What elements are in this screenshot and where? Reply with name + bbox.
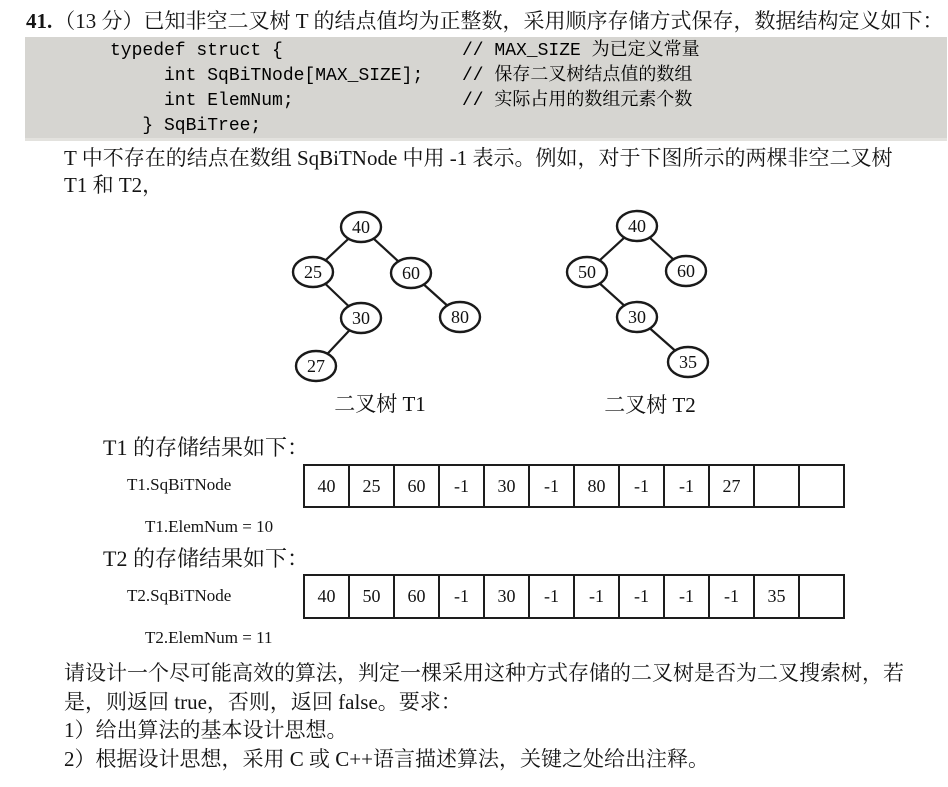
array-cell: -1 <box>665 576 710 617</box>
paragraph-line-1: T 中不存在的结点在数组 SqBiTNode 中用 -1 表示。例如，对于下图所示的两棵非空二叉树 <box>64 146 893 170</box>
array-cell: 40 <box>305 466 350 506</box>
task-paragraph <box>64 659 948 773</box>
tree-node-value: 50 <box>578 262 596 282</box>
array-cell <box>800 576 843 617</box>
array-cell: -1 <box>440 576 485 617</box>
question-line <box>26 8 942 34</box>
task-line-2: 是，则返回 true，否则，返回 false。要求： <box>64 689 462 714</box>
array-cell: 25 <box>350 466 395 506</box>
array-cell: -1 <box>530 466 575 506</box>
tree-caption: 二叉树 T1 <box>334 392 426 416</box>
tree-node-value: 30 <box>352 308 370 328</box>
array-cell <box>800 466 843 506</box>
code-text: int ElemNum; <box>110 91 294 111</box>
tree-node-value: 35 <box>679 352 697 372</box>
code-text: typedef struct { <box>110 41 283 61</box>
code-line <box>25 114 947 139</box>
tree-node-value: 40 <box>352 217 370 237</box>
task-requirement-1: 1）给出算法的基本设计思想。 <box>64 718 348 742</box>
code-line <box>25 64 947 89</box>
t1-storage-heading: T1 的存储结果如下： <box>103 435 309 460</box>
binary-tree-diagram <box>0 195 948 425</box>
array-cell: -1 <box>620 576 665 617</box>
array-cell: -1 <box>440 466 485 506</box>
array-cell: -1 <box>575 576 620 617</box>
tree-node-value: 60 <box>677 261 695 281</box>
array-cell: 30 <box>485 466 530 506</box>
code-comment: // 实际占用的数组元素个数 <box>462 91 693 111</box>
code-comment: // MAX_SIZE 为已定义常量 <box>462 41 700 61</box>
question-intro: （13 分）已知非空二叉树 T 的结点值均为正整数，采用顺序存储方式保存，数据结构定义如下： <box>54 9 944 33</box>
array-cell: -1 <box>620 466 665 506</box>
array-cell: 40 <box>305 576 350 617</box>
array-cell: 60 <box>395 576 440 617</box>
array-cell: 35 <box>755 576 800 617</box>
tree-node-value: 27 <box>307 356 325 376</box>
code-text: } SqBiTree; <box>110 116 262 136</box>
t2-array-table <box>303 574 845 619</box>
array-cell: 60 <box>395 466 440 506</box>
array-cell: 27 <box>710 466 755 506</box>
t2-array-label: T2.SqBiTNode <box>127 586 232 605</box>
array-cell: 80 <box>575 466 620 506</box>
array-cell: -1 <box>710 576 755 617</box>
question-number: 41. <box>26 9 53 33</box>
code-block <box>25 37 947 138</box>
t1-elemnum-label: T1.ElemNum = 10 <box>145 517 274 536</box>
array-cell: -1 <box>665 466 710 506</box>
tree-node-value: 30 <box>628 307 646 327</box>
code-text: int SqBiTNode[MAX_SIZE]; <box>110 66 424 86</box>
tree-1 <box>293 212 480 416</box>
array-cell <box>755 466 800 506</box>
tree-node-value: 80 <box>451 307 469 327</box>
t1-array-label: T1.SqBiTNode <box>127 475 232 494</box>
task-requirement-2: 2）根据设计思想，采用 C 或 C++语言描述算法，关键之处给出注释。 <box>64 746 709 771</box>
code-line <box>25 89 947 114</box>
code-line <box>25 39 947 64</box>
paragraph-line-2: T1 和 T2， <box>64 173 164 197</box>
node-representation-paragraph <box>64 145 944 199</box>
tree-2 <box>567 211 708 417</box>
tree-caption: 二叉树 T2 <box>604 393 696 417</box>
tree-node-value: 25 <box>304 262 322 282</box>
array-cell: -1 <box>530 576 575 617</box>
tree-node-value: 60 <box>402 263 420 283</box>
task-line-1: 请设计一个尽可能高效的算法，判定一棵采用这种方式存储的二叉树是否为二叉搜索树，若 <box>64 661 904 685</box>
tree-node-value: 40 <box>628 216 646 236</box>
t2-storage-heading: T2 的存储结果如下： <box>103 546 309 571</box>
t2-elemnum-label: T2.ElemNum = 11 <box>145 628 273 647</box>
code-comment: // 保存二叉树结点值的数组 <box>462 66 693 86</box>
array-cell: 50 <box>350 576 395 617</box>
array-cell: 30 <box>485 576 530 617</box>
t1-array-table <box>303 464 845 508</box>
